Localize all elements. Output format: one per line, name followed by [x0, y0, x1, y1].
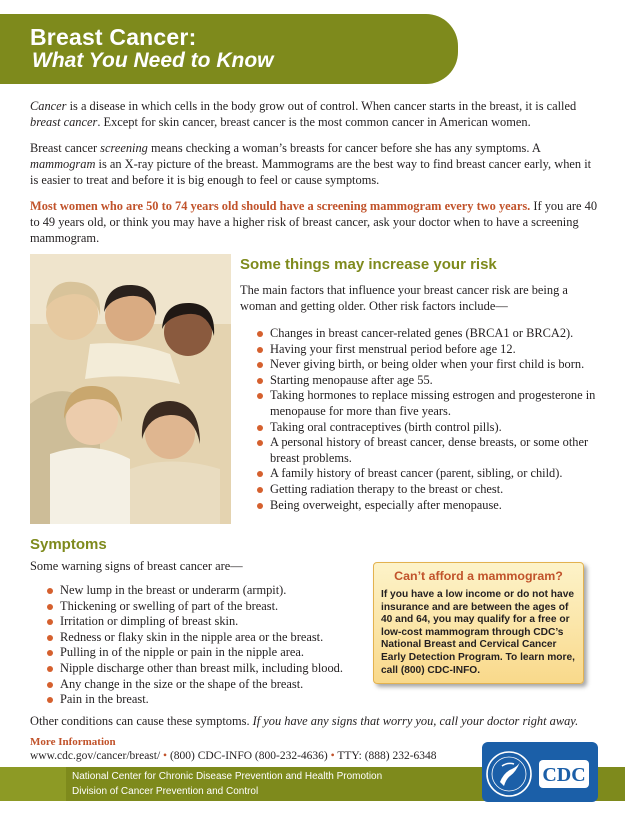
term-breast-cancer: breast cancer — [30, 115, 98, 129]
list-item: Nipple discharge other than breast milk, including blood. — [46, 661, 376, 677]
contact-line — [30, 750, 437, 762]
separator-dot: • — [330, 750, 335, 762]
other-conditions-note — [30, 714, 615, 729]
list-item: Pain in the breast. — [46, 692, 376, 708]
list-item: New lump in the breast or underarm (armpit). — [46, 583, 376, 599]
page-title: Breast Cancer: — [30, 24, 197, 50]
list-item: A personal history of breast cancer, dense breasts, or some other breast problems. — [256, 435, 606, 466]
risk-heading: Some things may increase your risk — [240, 256, 497, 273]
afford-mammogram-callout — [373, 562, 584, 684]
intro-paragraph-2 — [30, 140, 600, 188]
list-item: Taking hormones to replace missing estrogen and progesterone in menopause for more than five years. — [256, 388, 606, 419]
callout-body: If you have a low income or do not have insurance and are between the ages of 40 and 64, you may qualify for a free or low-cost mammogram through CDC’s National Breast and Cervical Cancer Early Detection Program. To learn more, call (800) CDC-INFO. — [381, 589, 575, 676]
tty-number: TTY: (888) 232-6348 — [337, 750, 437, 762]
photo-illustration — [30, 254, 231, 524]
screening-recommendation: Most women who are 50 to 74 years old should have a screening mammogram every two years. — [30, 199, 531, 213]
symptoms-intro: Some warning signs of breast cancer are— — [30, 559, 243, 573]
website-link[interactable]: www.cdc.gov/cancer/breast/ — [30, 750, 161, 762]
term-mammogram: mammogram — [30, 157, 96, 171]
footer-center-name: National Center for Chronic Disease Prevention and Health Promotion — [72, 771, 383, 782]
list-item: Getting radiation therapy to the breast or chest. — [256, 482, 606, 498]
call-doctor-advice: If you have any signs that worry you, call your doctor right away. — [252, 714, 579, 728]
other-conditions-text: Other conditions can cause these symptoms. — [30, 714, 253, 728]
hhs-cdc-logo — [482, 742, 598, 802]
footer-division-name: Division of Cancer Prevention and Control — [72, 786, 259, 797]
intro-paragraph-3 — [30, 198, 600, 246]
term-screening: screening — [100, 141, 148, 155]
list-item: Being overweight, especially after menopause. — [256, 498, 606, 514]
list-item: Redness or flaky skin in the nipple area or the breast. — [46, 630, 376, 646]
intro-p1-text-a: is a disease in which cells in the body grow out of control. When cancer starts in the breast, it is called — [66, 99, 577, 113]
list-item: Having your first menstrual period before age 12. — [256, 342, 606, 358]
intro-p2-text-a: Breast cancer — [30, 141, 101, 155]
symptoms-list — [46, 583, 376, 708]
list-item: Taking oral contraceptives (birth control pills). — [256, 420, 606, 436]
risk-factors-list — [256, 326, 606, 513]
intro-p2-text-b: means checking a woman’s breasts for cancer before she has any symptoms. A — [147, 141, 541, 155]
intro-p2-text-c: is an X-ray picture of the breast. Mammograms are the best way to find breast cancer early, when it is easier to treat and before it is big enough to feel or cause symptoms. — [30, 157, 592, 187]
list-item: Thickening or swelling of part of the breast. — [46, 599, 376, 615]
list-item: Pulling in of the nipple or pain in the nipple area. — [46, 645, 376, 661]
list-item: Any change in the size or the shape of the breast. — [46, 677, 376, 693]
intro-paragraph-1 — [30, 98, 600, 130]
group-photo-women — [30, 254, 231, 524]
separator-dot: • — [163, 750, 168, 762]
list-item: Never giving birth, or being older when your first child is born. — [256, 357, 606, 373]
list-item: Starting menopause after age 55. — [256, 373, 606, 389]
intro-p1-text-b: . Except for skin cancer, breast cancer is the most common cancer in American women. — [97, 115, 531, 129]
term-cancer: Cancer — [30, 99, 67, 113]
cdc-logo-text: CDC — [542, 764, 586, 786]
symptoms-heading: Symptoms — [30, 536, 107, 553]
callout-title: Can’t afford a mammogram? — [394, 569, 563, 583]
intro-p3-text: If you are 40 to 49 years old, or think you may have a higher risk of breast cancer, ask your doctor when to have a screening mammogram. — [30, 199, 598, 245]
list-item: Irritation or dimpling of breast skin. — [46, 614, 376, 630]
logo-panel — [482, 742, 598, 802]
list-item: Changes in breast cancer-related genes (BRCA1 or BRCA2). — [256, 326, 606, 342]
page-subtitle: What You Need to Know — [32, 49, 274, 72]
list-item: A family history of breast cancer (parent, sibling, or child). — [256, 466, 606, 482]
phone-number: (800) CDC-INFO (800-232-4636) — [169, 750, 328, 762]
risk-intro: The main factors that influence your breast cancer risk are being a woman and getting older. Other risk factors include— — [240, 283, 568, 313]
more-info-heading: More Information — [30, 736, 116, 748]
